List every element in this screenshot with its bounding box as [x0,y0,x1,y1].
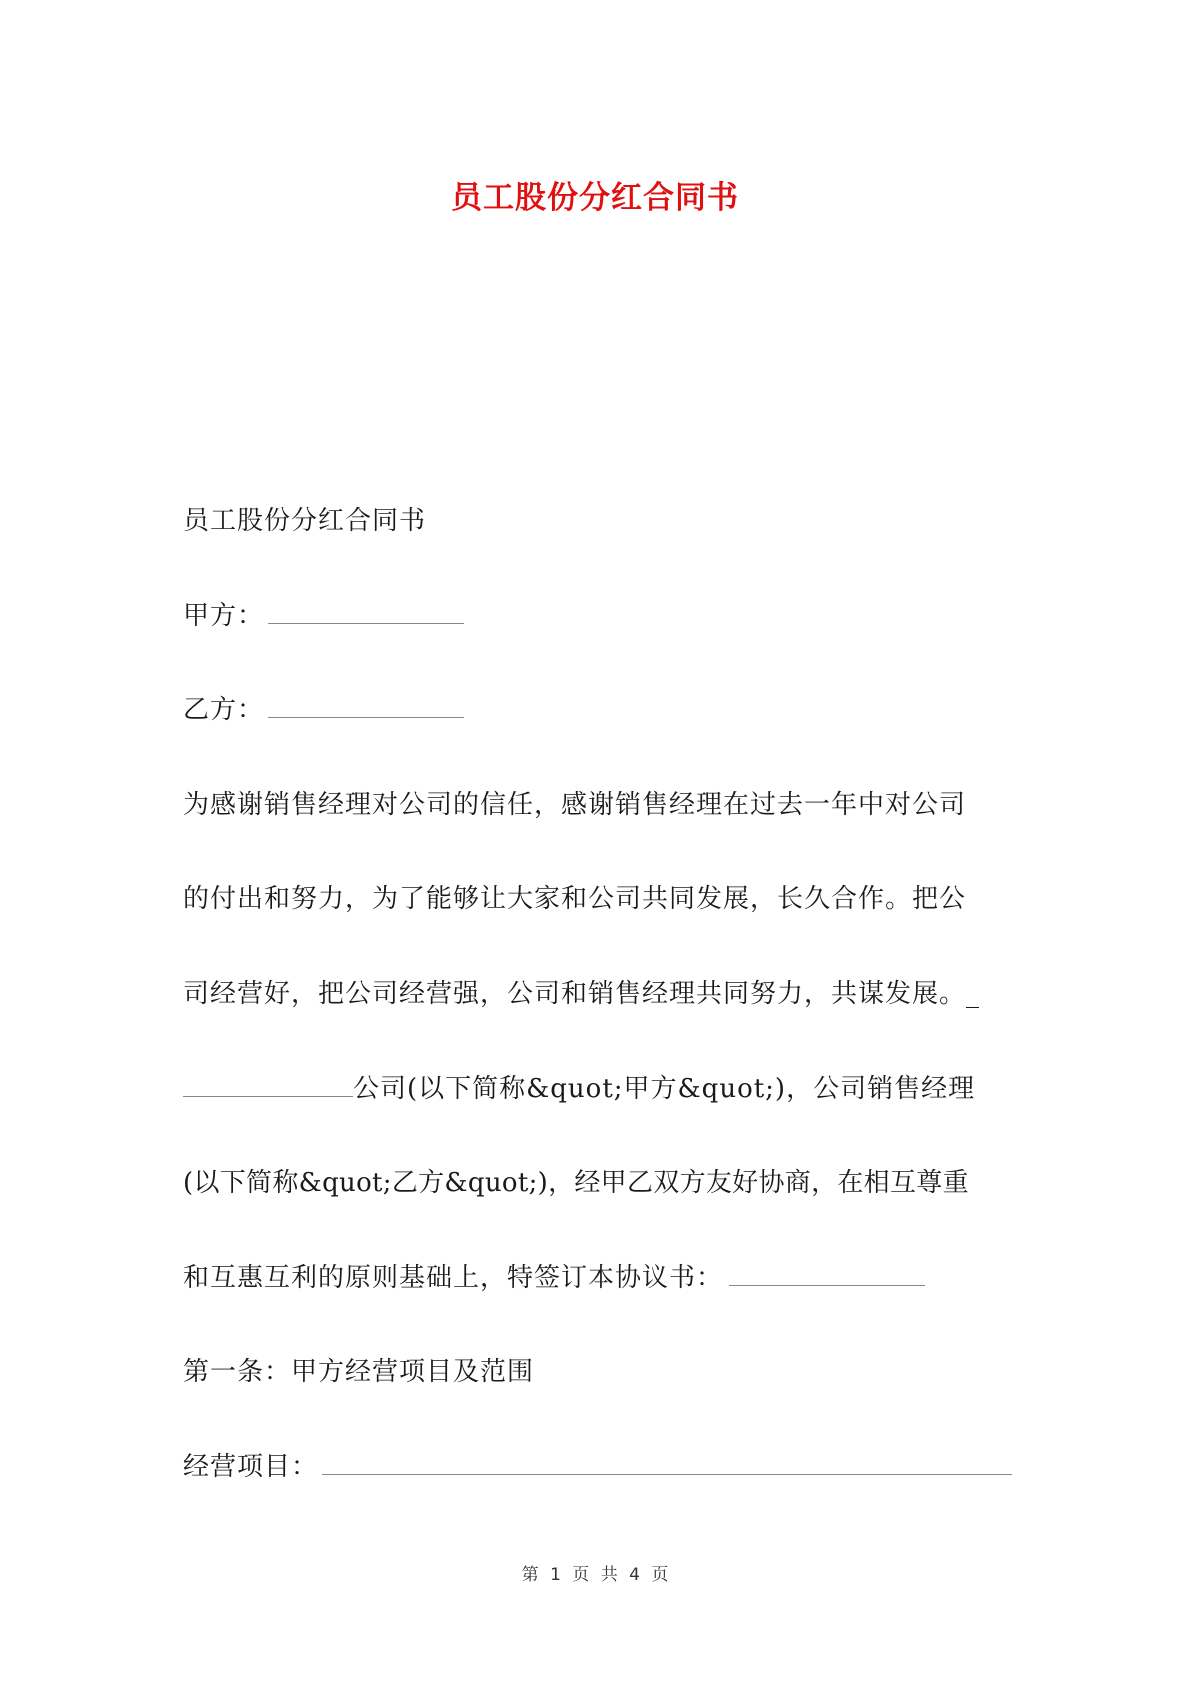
paragraph-line-3: 司经营好，把公司经营强，公司和销售经理共同努力，共谋发展。_ [183,978,981,1009]
paragraph-line-4 [183,1066,1013,1161]
article-1-title: 第一条：甲方经营项目及范围 [183,1357,535,1388]
party-a-blank[interactable] [268,593,464,624]
page-indicator: 第 1 页 共 4 页 [521,1565,669,1585]
document-body [183,498,1013,1539]
paragraph-line-4-text: 公司(以下简称&quot;甲方&quot;)，公司销售经理 [353,1073,976,1104]
company-name-blank[interactable] [183,1066,353,1097]
business-items-blank[interactable] [322,1444,1012,1475]
document-title: 员工股份分红合同书 [451,180,739,216]
party-b-line [183,687,1013,782]
party-a-line [183,593,1013,688]
party-b-blank[interactable] [268,687,464,718]
paragraph-line-6-text: 和互惠互利的原则基础上，特签订本协议书： [183,1262,724,1293]
paragraph-line-6 [183,1255,1013,1350]
business-items-line [183,1444,1013,1539]
paragraph-line-2: 的付出和努力，为了能够让大家和公司共同发展，长久合作。把公 [183,884,967,915]
paragraph-line-1: 为感谢销售经理对公司的信任，感谢销售经理在过去一年中对公司 [183,789,967,820]
agreement-blank[interactable] [729,1255,925,1286]
party-a-label: 甲方： [183,600,265,631]
paragraph-line-5: (以下简称&quot;乙方&quot;)，经甲乙双方友好协商，在相互尊重 [183,1168,969,1199]
business-items-label: 经营项目： [183,1451,319,1482]
body-heading: 员工股份分红合同书 [183,506,427,536]
party-b-label: 乙方： [183,695,265,726]
